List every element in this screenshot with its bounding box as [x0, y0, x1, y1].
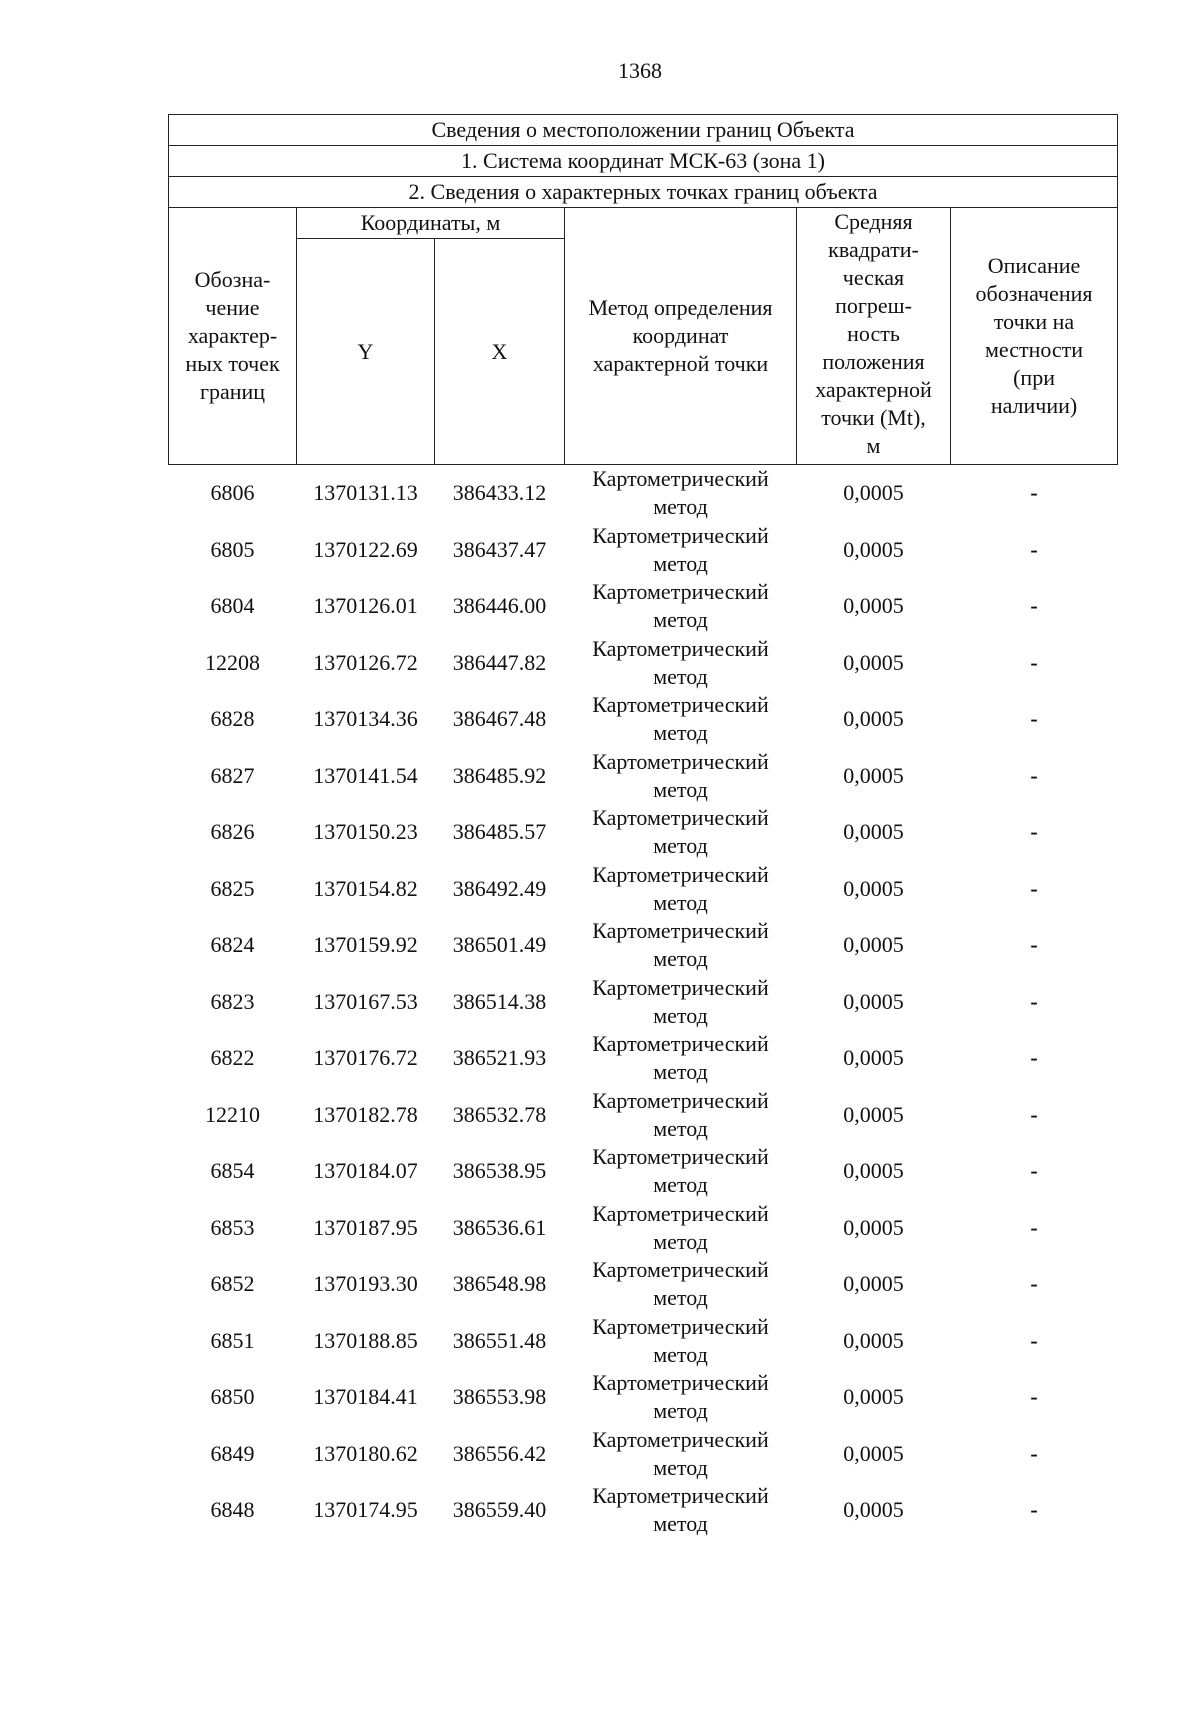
x-cell: 386501.49 [452, 932, 547, 958]
point-cell: 6822 [210, 1045, 255, 1071]
method-line-2: метод [653, 663, 708, 689]
header-coordinates: Координаты, м [297, 208, 565, 239]
method-line-1: Картометрический [592, 918, 769, 944]
table-row [169, 1313, 1118, 1370]
error-cell: 0,0005 [843, 1214, 904, 1240]
table-row [169, 861, 1118, 918]
x-cell: 386532.78 [452, 1101, 547, 1127]
point-cell: 6805 [210, 536, 255, 562]
method-cell [565, 1087, 797, 1144]
table-row [169, 1030, 1118, 1087]
method-cell [565, 1143, 797, 1200]
method-cell [565, 1426, 797, 1483]
method-line-1: Картометрический [592, 1483, 769, 1509]
table-row [169, 804, 1118, 861]
error-cell: 0,0005 [843, 875, 904, 901]
method-line-2: метод [653, 889, 708, 915]
description-cell: - [1030, 1214, 1038, 1240]
description-cell: - [1030, 988, 1038, 1014]
y-cell: 1370184.41 [313, 1384, 418, 1410]
point-cell: 6850 [210, 1384, 255, 1410]
section-title: 2. Сведения о характерных точках границ объекта [169, 177, 1118, 208]
x-cell: 386514.38 [452, 988, 547, 1014]
method-cell [565, 748, 797, 805]
description-cell: - [1030, 1384, 1038, 1410]
header-y: Y [297, 239, 435, 465]
x-cell: 386521.93 [452, 1045, 547, 1071]
table-header [169, 115, 1118, 465]
method-cell [565, 804, 797, 861]
point-cell: 12210 [205, 1101, 260, 1127]
x-cell: 386485.92 [452, 762, 547, 788]
y-cell: 1370141.54 [313, 762, 418, 788]
method-line-1: Картометрический [592, 1087, 769, 1113]
table-row [169, 522, 1118, 579]
error-cell: 0,0005 [843, 932, 904, 958]
x-cell: 386556.42 [452, 1440, 547, 1466]
y-cell: 1370131.13 [313, 480, 418, 506]
method-line-1: Картометрический [592, 1257, 769, 1283]
error-cell: 0,0005 [843, 536, 904, 562]
point-cell: 6848 [210, 1497, 255, 1523]
table-row [169, 974, 1118, 1031]
table-row [169, 1482, 1118, 1539]
table-title: Сведения о местоположении границ Объекта [169, 115, 1118, 146]
y-cell: 1370122.69 [313, 536, 418, 562]
method-line-1: Картометрический [592, 1426, 769, 1452]
method-line-1: Картометрический [592, 692, 769, 718]
y-cell: 1370154.82 [313, 875, 418, 901]
method-line-2: метод [653, 1454, 708, 1480]
x-cell: 386551.48 [452, 1327, 547, 1353]
table-row [169, 1256, 1118, 1313]
y-cell: 1370167.53 [313, 988, 418, 1014]
table-row [169, 917, 1118, 974]
error-cell: 0,0005 [843, 819, 904, 845]
y-cell: 1370193.30 [313, 1271, 418, 1297]
description-cell: - [1030, 819, 1038, 845]
method-cell [565, 1369, 797, 1426]
description-cell: - [1030, 649, 1038, 675]
table-row [169, 465, 1118, 522]
y-cell: 1370126.01 [313, 593, 418, 619]
point-cell: 12208 [205, 649, 260, 675]
method-line-2: метод [653, 1398, 708, 1424]
method-cell [565, 861, 797, 918]
point-cell: 6851 [210, 1327, 255, 1353]
error-cell: 0,0005 [843, 649, 904, 675]
method-cell [565, 578, 797, 635]
description-cell: - [1030, 536, 1038, 562]
table-row [169, 1426, 1118, 1483]
y-cell: 1370134.36 [313, 706, 418, 732]
boundary-points-table [168, 114, 1118, 1539]
error-cell: 0,0005 [843, 1045, 904, 1071]
table-body [169, 465, 1118, 1539]
method-cell [565, 1200, 797, 1257]
error-cell: 0,0005 [843, 1158, 904, 1184]
table-row [169, 578, 1118, 635]
method-cell [565, 1482, 797, 1539]
method-line-1: Картометрический [592, 1313, 769, 1339]
method-cell [565, 1030, 797, 1087]
table-row [169, 1087, 1118, 1144]
method-line-2: метод [653, 1115, 708, 1141]
method-cell [565, 1313, 797, 1370]
method-line-1: Картометрический [592, 1031, 769, 1057]
header-point-designation: Обозна- чение характер- ных точек границ [169, 208, 297, 465]
error-cell: 0,0005 [843, 1327, 904, 1353]
description-cell: - [1030, 1101, 1038, 1127]
description-cell: - [1030, 875, 1038, 901]
x-cell: 386485.57 [452, 819, 547, 845]
description-cell: - [1030, 706, 1038, 732]
point-cell: 6806 [210, 480, 255, 506]
method-cell [565, 635, 797, 692]
method-cell [565, 465, 797, 522]
error-cell: 0,0005 [843, 593, 904, 619]
x-cell: 386447.82 [452, 649, 547, 675]
method-line-1: Картометрический [592, 466, 769, 492]
error-cell: 0,0005 [843, 1101, 904, 1127]
point-cell: 6852 [210, 1271, 255, 1297]
page-number: 1368 [618, 58, 662, 83]
description-cell: - [1030, 932, 1038, 958]
header-method: Метод определения координат характерной точки [565, 208, 797, 465]
coordinate-system: 1. Система координат МСК-63 (зона 1) [169, 146, 1118, 177]
error-cell: 0,0005 [843, 1384, 904, 1410]
point-cell: 6828 [210, 706, 255, 732]
method-line-2: метод [653, 1002, 708, 1028]
method-line-1: Картометрический [592, 974, 769, 1000]
method-line-1: Картометрический [592, 579, 769, 605]
y-cell: 1370159.92 [313, 932, 418, 958]
method-cell [565, 917, 797, 974]
x-cell: 386536.61 [452, 1214, 547, 1240]
x-cell: 386538.95 [452, 1158, 547, 1184]
table-row [169, 691, 1118, 748]
table-row [169, 1200, 1118, 1257]
method-line-1: Картометрический [592, 1370, 769, 1396]
header-error: Средняя квадрати- ческая погреш- ность положения характерной точки (Mt), м [797, 208, 951, 465]
method-line-2: метод [653, 494, 708, 520]
x-cell: 386559.40 [452, 1497, 547, 1523]
point-cell: 6826 [210, 819, 255, 845]
x-cell: 386433.12 [452, 480, 547, 506]
method-line-1: Картометрический [592, 1200, 769, 1226]
method-line-1: Картометрический [592, 861, 769, 887]
point-cell: 6854 [210, 1158, 255, 1184]
point-cell: 6853 [210, 1214, 255, 1240]
error-cell: 0,0005 [843, 988, 904, 1014]
method-line-2: метод [653, 1059, 708, 1085]
method-cell [565, 691, 797, 748]
error-cell: 0,0005 [843, 706, 904, 732]
method-line-2: метод [653, 833, 708, 859]
error-cell: 0,0005 [843, 480, 904, 506]
y-cell: 1370180.62 [313, 1440, 418, 1466]
x-cell: 386553.98 [452, 1384, 547, 1410]
y-cell: 1370150.23 [313, 819, 418, 845]
method-line-2: метод [653, 1341, 708, 1367]
error-cell: 0,0005 [843, 1440, 904, 1466]
description-cell: - [1030, 1158, 1038, 1184]
table-row [169, 1143, 1118, 1200]
method-line-2: метод [653, 1172, 708, 1198]
x-cell: 386548.98 [452, 1271, 547, 1297]
method-line-1: Картометрический [592, 635, 769, 661]
x-cell: 386446.00 [452, 593, 547, 619]
point-cell: 6824 [210, 932, 255, 958]
y-cell: 1370174.95 [313, 1497, 418, 1523]
method-line-1: Картометрический [592, 805, 769, 831]
table-row [169, 748, 1118, 805]
y-cell: 1370187.95 [313, 1214, 418, 1240]
method-line-2: метод [653, 1285, 708, 1311]
point-cell: 6823 [210, 988, 255, 1014]
point-cell: 6804 [210, 593, 255, 619]
point-cell: 6825 [210, 875, 255, 901]
x-cell: 386437.47 [452, 536, 547, 562]
x-cell: 386492.49 [452, 875, 547, 901]
method-line-2: метод [653, 1228, 708, 1254]
description-cell: - [1030, 1327, 1038, 1353]
method-line-2: метод [653, 776, 708, 802]
method-line-1: Картометрический [592, 1144, 769, 1170]
y-cell: 1370176.72 [313, 1045, 418, 1071]
method-cell [565, 522, 797, 579]
method-line-2: метод [653, 1511, 708, 1537]
header-description: Описание обозначения точки на местности (при наличии) [951, 208, 1118, 465]
y-cell: 1370182.78 [313, 1101, 418, 1127]
method-cell [565, 974, 797, 1031]
description-cell: - [1030, 593, 1038, 619]
error-cell: 0,0005 [843, 762, 904, 788]
table-row [169, 1369, 1118, 1426]
description-cell: - [1030, 480, 1038, 506]
method-line-2: метод [653, 946, 708, 972]
point-cell: 6849 [210, 1440, 255, 1466]
x-cell: 386467.48 [452, 706, 547, 732]
description-cell: - [1030, 1440, 1038, 1466]
y-cell: 1370184.07 [313, 1158, 418, 1184]
y-cell: 1370126.72 [313, 649, 418, 675]
description-cell: - [1030, 1045, 1038, 1071]
error-cell: 0,0005 [843, 1497, 904, 1523]
method-line-1: Картометрический [592, 522, 769, 548]
method-line-2: метод [653, 720, 708, 746]
table-row [169, 635, 1118, 692]
description-cell: - [1030, 762, 1038, 788]
error-cell: 0,0005 [843, 1271, 904, 1297]
method-cell [565, 1256, 797, 1313]
method-line-1: Картометрический [592, 748, 769, 774]
method-line-2: метод [653, 607, 708, 633]
description-cell: - [1030, 1271, 1038, 1297]
method-line-2: метод [653, 550, 708, 576]
point-cell: 6827 [210, 762, 255, 788]
y-cell: 1370188.85 [313, 1327, 418, 1353]
header-x: X [435, 239, 565, 465]
description-cell: - [1030, 1497, 1038, 1523]
